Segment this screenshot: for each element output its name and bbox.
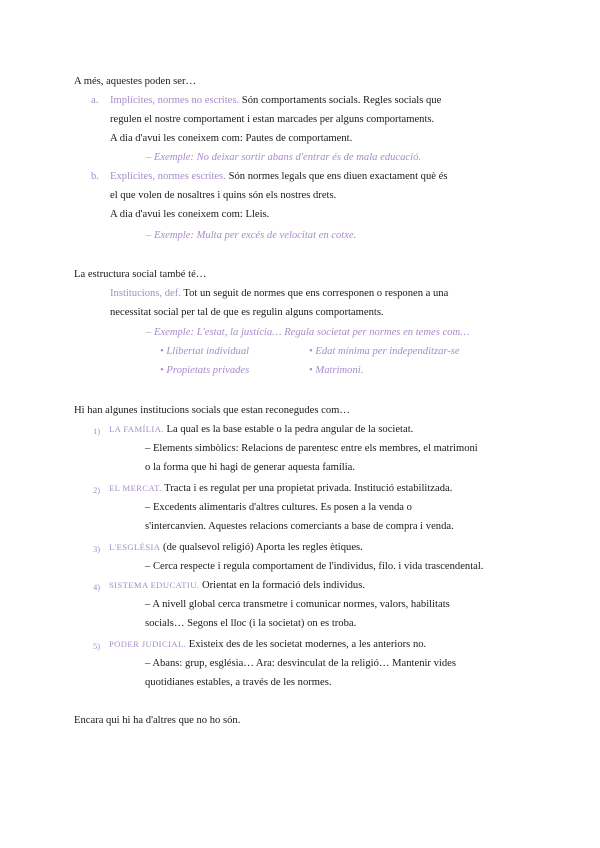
section2-intro: La estructura social també té… [74,269,207,280]
item-4-sub2: socials… Segons el lloc (i la societat) on es troba. [145,618,357,629]
item-number-4: 4) [93,582,101,592]
item-2-text: Tracta i es regulat per una propietat privada. Institució estabilitzada. [161,483,453,494]
item-2-sub2: s'intercanvien. Aquestes relacions comerciants a base de compra i venda. [145,521,454,532]
item-1-sub2: o la forma que hi hagi de generar aquesta família. [145,462,356,473]
bullet-item [309,345,460,358]
bullet-text: Matrimoni. [315,365,364,376]
item-a-text1: Són comportaments socials. Regles socials que [239,95,442,106]
example-institutions: – Exemple: L'estat, la justícia… Regula societat per normes en temes com… [146,327,470,338]
item-4-sub1: – A nivell global cerca transmetre i comunicar normes, valors, habilitats [145,599,450,610]
institutions-def-line1 [110,287,448,300]
bullet-item [160,345,249,358]
closing-text: Encara qui hi ha d'altres que no ho són. [74,715,241,726]
item-b-text3: A dia d'avui les coneixem com: Lleis. [110,209,270,220]
section1-intro: A més, aquestes poden ser… [74,76,197,87]
list-marker-b: b. [91,171,99,182]
list-item-a-line1 [110,94,441,107]
item-3-sub1: – Cerca respecte i regula comportament de l'individus, filo. i vida trascendental. [145,561,484,572]
term-implicit: Implícites, normes no escrites. [110,95,240,106]
item-2-sub1: – Excedents alimentaris d'altres cultures. Es posen a la venda o [145,502,412,513]
item-5-text: Existeix des de les societat modernes, a les anteriors no. [186,639,427,650]
item-b-text1: Són normes legals que ens diuen exactament què és [225,171,448,182]
institution-item-4 [109,579,365,592]
item-5-sub2: quotidianes estables, a través de les normes. [145,677,332,688]
item-number-5: 5) [93,641,101,651]
list-marker-a: a. [91,95,99,106]
list-item-b-line1 [110,170,447,183]
bullet-text: Llibertat individual [166,346,250,357]
term-market: EL MERCAT. [109,483,162,493]
item-3-text: (de qualsevol religió) Aporta les regles ètiques. [160,542,363,553]
item-number-3: 3) [93,544,101,554]
item-a-text2: regulen el nostre comportament i estan marcades per alguns comportaments. [110,114,435,125]
term-explicit: Explícites, normes escrites. [110,171,226,182]
term-education: SISTEMA EDUCATIU. [109,580,200,590]
example-b: – Exemple: Multa per excés de velocitat en cotxe. [146,230,357,241]
item-b-text2: el que volen de nosaltres i quins són els nostres drets. [110,190,337,201]
institution-item-3 [109,541,363,554]
bullet-item [160,364,249,377]
item-number-1: 1) [93,426,101,436]
term-church: L'ESGLÉSIA [109,542,161,552]
term-judicial: PODER JUDICIAL. [109,639,187,649]
section3-intro: Hi han algunes institucions socials que estan reconegudes com… [74,405,350,416]
bullet-icon: • [309,346,313,357]
example-a: – Exemple: No deixar sortir abans d'entrar és de mala educació. [146,152,422,163]
term-institutions: Institucions, def. [110,288,181,299]
item-5-sub1: – Abans: grup, església… Ara: desvinculat de la religió… Mantenir vides [145,658,456,669]
institutions-text1: Tot un seguit de normes que ens corresponen o responen a una [180,288,449,299]
bullet-text: Propietats privades [166,365,250,376]
bullet-icon: • [160,365,164,376]
institutions-text2: necessitat social per tal de que es regulin alguns comportaments. [110,307,384,318]
institution-item-2 [109,482,452,495]
item-1-sub1: – Elements simbòlics: Relacions de parentesc entre els membres, el matrimoni [145,443,478,454]
item-number-2: 2) [93,485,101,495]
item-4-text: Orientat en la formació dels individus. [199,580,365,591]
bullet-icon: • [309,365,313,376]
item-a-text3: A dia d'avui les coneixem com: Pautes de comportament. [110,133,353,144]
bullet-item [309,364,363,377]
term-family: LA FAMÍLIA. [109,424,164,434]
item-1-text: La qual es la base estable o la pedra angular de la societat. [163,424,414,435]
bullet-icon: • [160,346,164,357]
bullet-text: Edat mínima per independitzar-se [315,346,460,357]
institution-item-1 [109,423,413,436]
institution-item-5 [109,638,426,651]
